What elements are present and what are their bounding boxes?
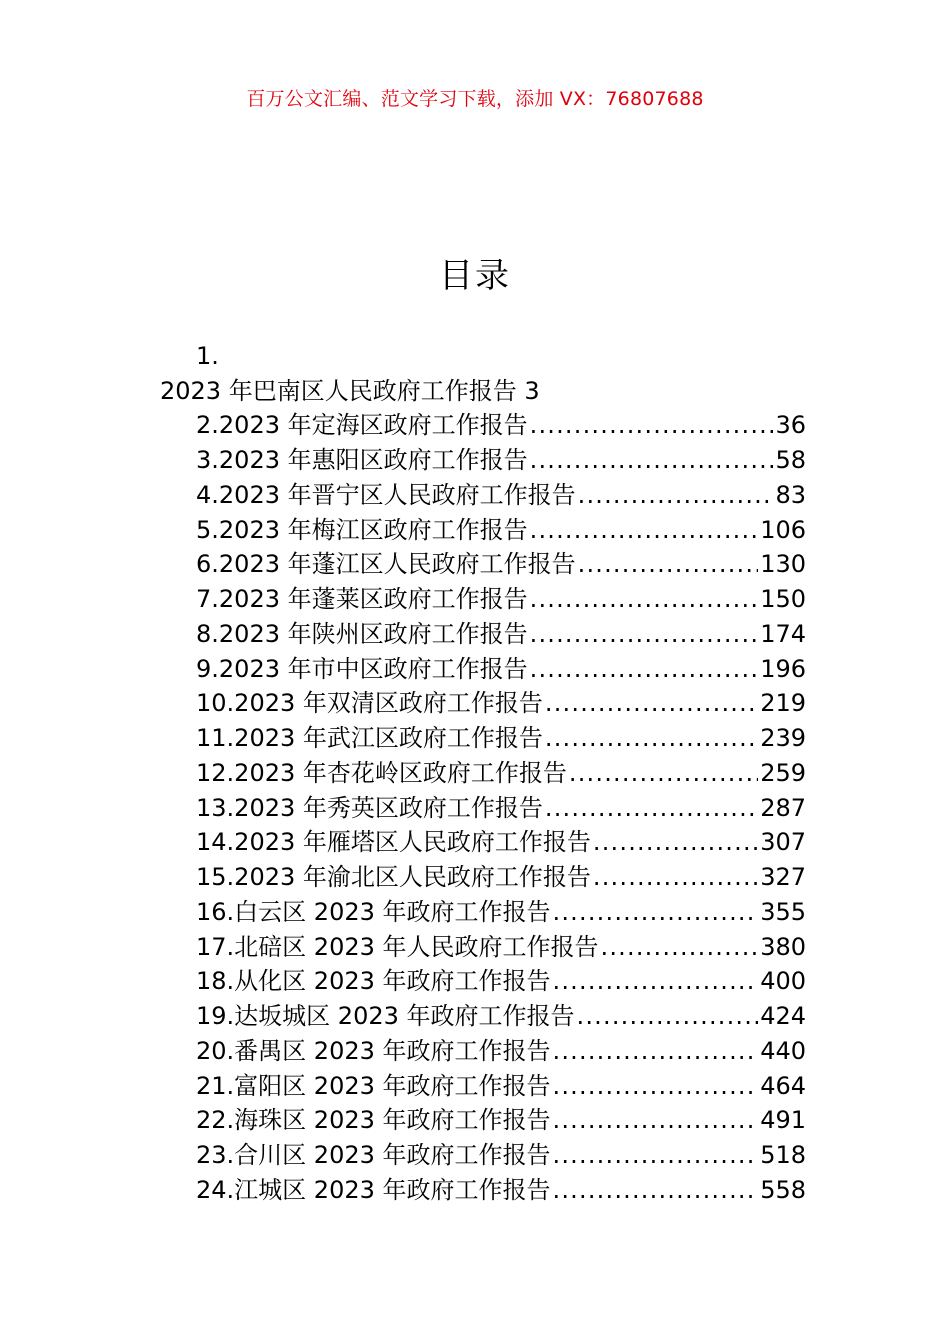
toc-dot-leader	[545, 791, 758, 826]
page-title: 目录	[439, 256, 511, 296]
toc-dot-leader	[553, 1034, 759, 1069]
toc-page-number: 58	[775, 446, 806, 475]
toc-entry[interactable]	[196, 825, 806, 860]
toc-entry[interactable]	[196, 930, 806, 965]
toc-entry-label: 24.江城区 2023 年政府工作报告	[196, 1175, 551, 1204]
toc-dot-leader	[545, 721, 758, 756]
toc-entry[interactable]	[196, 582, 806, 617]
toc-entry[interactable]	[196, 547, 806, 582]
toc-entry[interactable]	[196, 617, 806, 652]
toc-entry-label: 13.2023 年秀英区政府工作报告	[196, 793, 543, 822]
toc-entry-label: 15.2023 年渝北区人民政府工作报告	[196, 863, 591, 892]
toc-dot-leader	[530, 582, 759, 617]
toc-entry[interactable]	[196, 686, 806, 721]
toc-entry[interactable]	[196, 791, 806, 826]
page-header-watermark: 百万公文汇编、范文学习下载，添加 VX：76807688	[246, 88, 704, 110]
toc-entry-label: 23.合川区 2023 年政府工作报告	[196, 1141, 551, 1170]
toc-dot-leader	[553, 1138, 759, 1173]
toc-dot-leader	[553, 1069, 759, 1104]
toc-entry-label: 21.富阳区 2023 年政府工作报告	[196, 1071, 551, 1100]
toc-entry[interactable]	[196, 652, 806, 687]
toc-page-number: 355	[760, 897, 806, 926]
toc-page-number: 239	[760, 724, 806, 753]
toc-entry[interactable]	[196, 895, 806, 930]
toc-dot-leader	[530, 513, 759, 548]
toc-entry[interactable]	[196, 860, 806, 895]
toc-page-number: 130	[760, 550, 806, 579]
toc-entry-title[interactable]: 2023 年巴南区人民政府工作报告 3	[160, 376, 540, 405]
toc-dot-leader	[530, 443, 774, 478]
toc-page-number: 150	[760, 585, 806, 614]
toc-entry-label: 4.2023 年晋宁区人民政府工作报告	[196, 480, 576, 509]
toc-entry[interactable]	[196, 1138, 806, 1173]
toc-entry-label: 19.达坂城区 2023 年政府工作报告	[196, 1002, 575, 1031]
toc-dot-leader	[593, 825, 758, 860]
toc-entry[interactable]	[196, 999, 806, 1034]
toc-entry-label: 14.2023 年雁塔区人民政府工作报告	[196, 828, 591, 857]
toc-entry-label: 7.2023 年蓬莱区政府工作报告	[196, 585, 528, 614]
toc-dot-leader	[553, 895, 759, 930]
toc-page-number: 106	[760, 515, 806, 544]
toc-entry[interactable]	[196, 513, 806, 548]
toc-dot-leader	[578, 547, 759, 582]
toc-dot-leader	[553, 964, 759, 999]
toc-entry-label: 16.白云区 2023 年政府工作报告	[196, 897, 551, 926]
toc-page-number: 440	[760, 1036, 806, 1065]
toc-entry[interactable]	[196, 478, 806, 513]
toc-entry[interactable]	[196, 756, 806, 791]
toc-dot-leader	[530, 617, 759, 652]
toc-page-number: 380	[760, 932, 806, 961]
toc-dot-leader	[577, 999, 759, 1034]
toc-page-number: 518	[760, 1141, 806, 1170]
toc-entry-list	[196, 408, 806, 1207]
toc-page-number: 259	[760, 758, 806, 787]
toc-page-number: 464	[760, 1071, 806, 1100]
toc-page-number: 327	[760, 863, 806, 892]
toc-page-number: 491	[760, 1106, 806, 1135]
toc-page-number: 307	[760, 828, 806, 857]
toc-entry-label: 22.海珠区 2023 年政府工作报告	[196, 1106, 551, 1135]
toc-page-number: 287	[760, 793, 806, 822]
toc-dot-leader	[569, 756, 758, 791]
toc-entry[interactable]	[196, 408, 806, 443]
toc-entry-label: 20.番禺区 2023 年政府工作报告	[196, 1036, 551, 1065]
toc-entry-label: 17.北碚区 2023 年人民政府工作报告	[196, 932, 599, 961]
toc-entry-label: 5.2023 年梅江区政府工作报告	[196, 515, 528, 544]
toc-dot-leader	[553, 1103, 759, 1138]
toc-page-number: 174	[760, 619, 806, 648]
toc-dot-leader	[545, 686, 758, 721]
toc-page-number: 424	[760, 1002, 806, 1031]
toc-dot-leader	[578, 478, 774, 513]
toc-page-number: 558	[760, 1175, 806, 1204]
toc-dot-leader	[593, 860, 758, 895]
toc-page-number: 36	[775, 411, 806, 440]
toc-page-number: 400	[760, 967, 806, 996]
toc-entry[interactable]	[196, 721, 806, 756]
toc-entry[interactable]	[196, 1034, 806, 1069]
toc-entry-label: 9.2023 年市中区政府工作报告	[196, 654, 528, 683]
toc-entry-label: 11.2023 年武江区政府工作报告	[196, 724, 543, 753]
toc-page-number: 83	[775, 480, 806, 509]
toc-entry-label: 10.2023 年双清区政府工作报告	[196, 689, 543, 718]
toc-entry[interactable]	[196, 1103, 806, 1138]
toc-dot-leader	[530, 408, 774, 443]
toc-entry-label: 2.2023 年定海区政府工作报告	[196, 411, 528, 440]
toc-dot-leader	[530, 652, 759, 687]
toc-entry-label: 8.2023 年陕州区政府工作报告	[196, 619, 528, 648]
toc-entry[interactable]	[196, 1069, 806, 1104]
toc-entry[interactable]	[196, 1173, 806, 1208]
toc-entry-label: 6.2023 年蓬江区人民政府工作报告	[196, 550, 576, 579]
toc-entry-label: 3.2023 年惠阳区政府工作报告	[196, 446, 528, 475]
toc-entry-label: 12.2023 年杏花岭区政府工作报告	[196, 758, 567, 787]
toc-entry[interactable]	[196, 964, 806, 999]
toc-dot-leader	[553, 1173, 759, 1208]
toc-entry-label: 18.从化区 2023 年政府工作报告	[196, 967, 551, 996]
toc-entry-number[interactable]: 1.	[196, 342, 219, 370]
toc-entry[interactable]	[196, 443, 806, 478]
toc-page-number: 196	[760, 654, 806, 683]
toc-page-number: 219	[760, 689, 806, 718]
toc-dot-leader	[601, 930, 759, 965]
